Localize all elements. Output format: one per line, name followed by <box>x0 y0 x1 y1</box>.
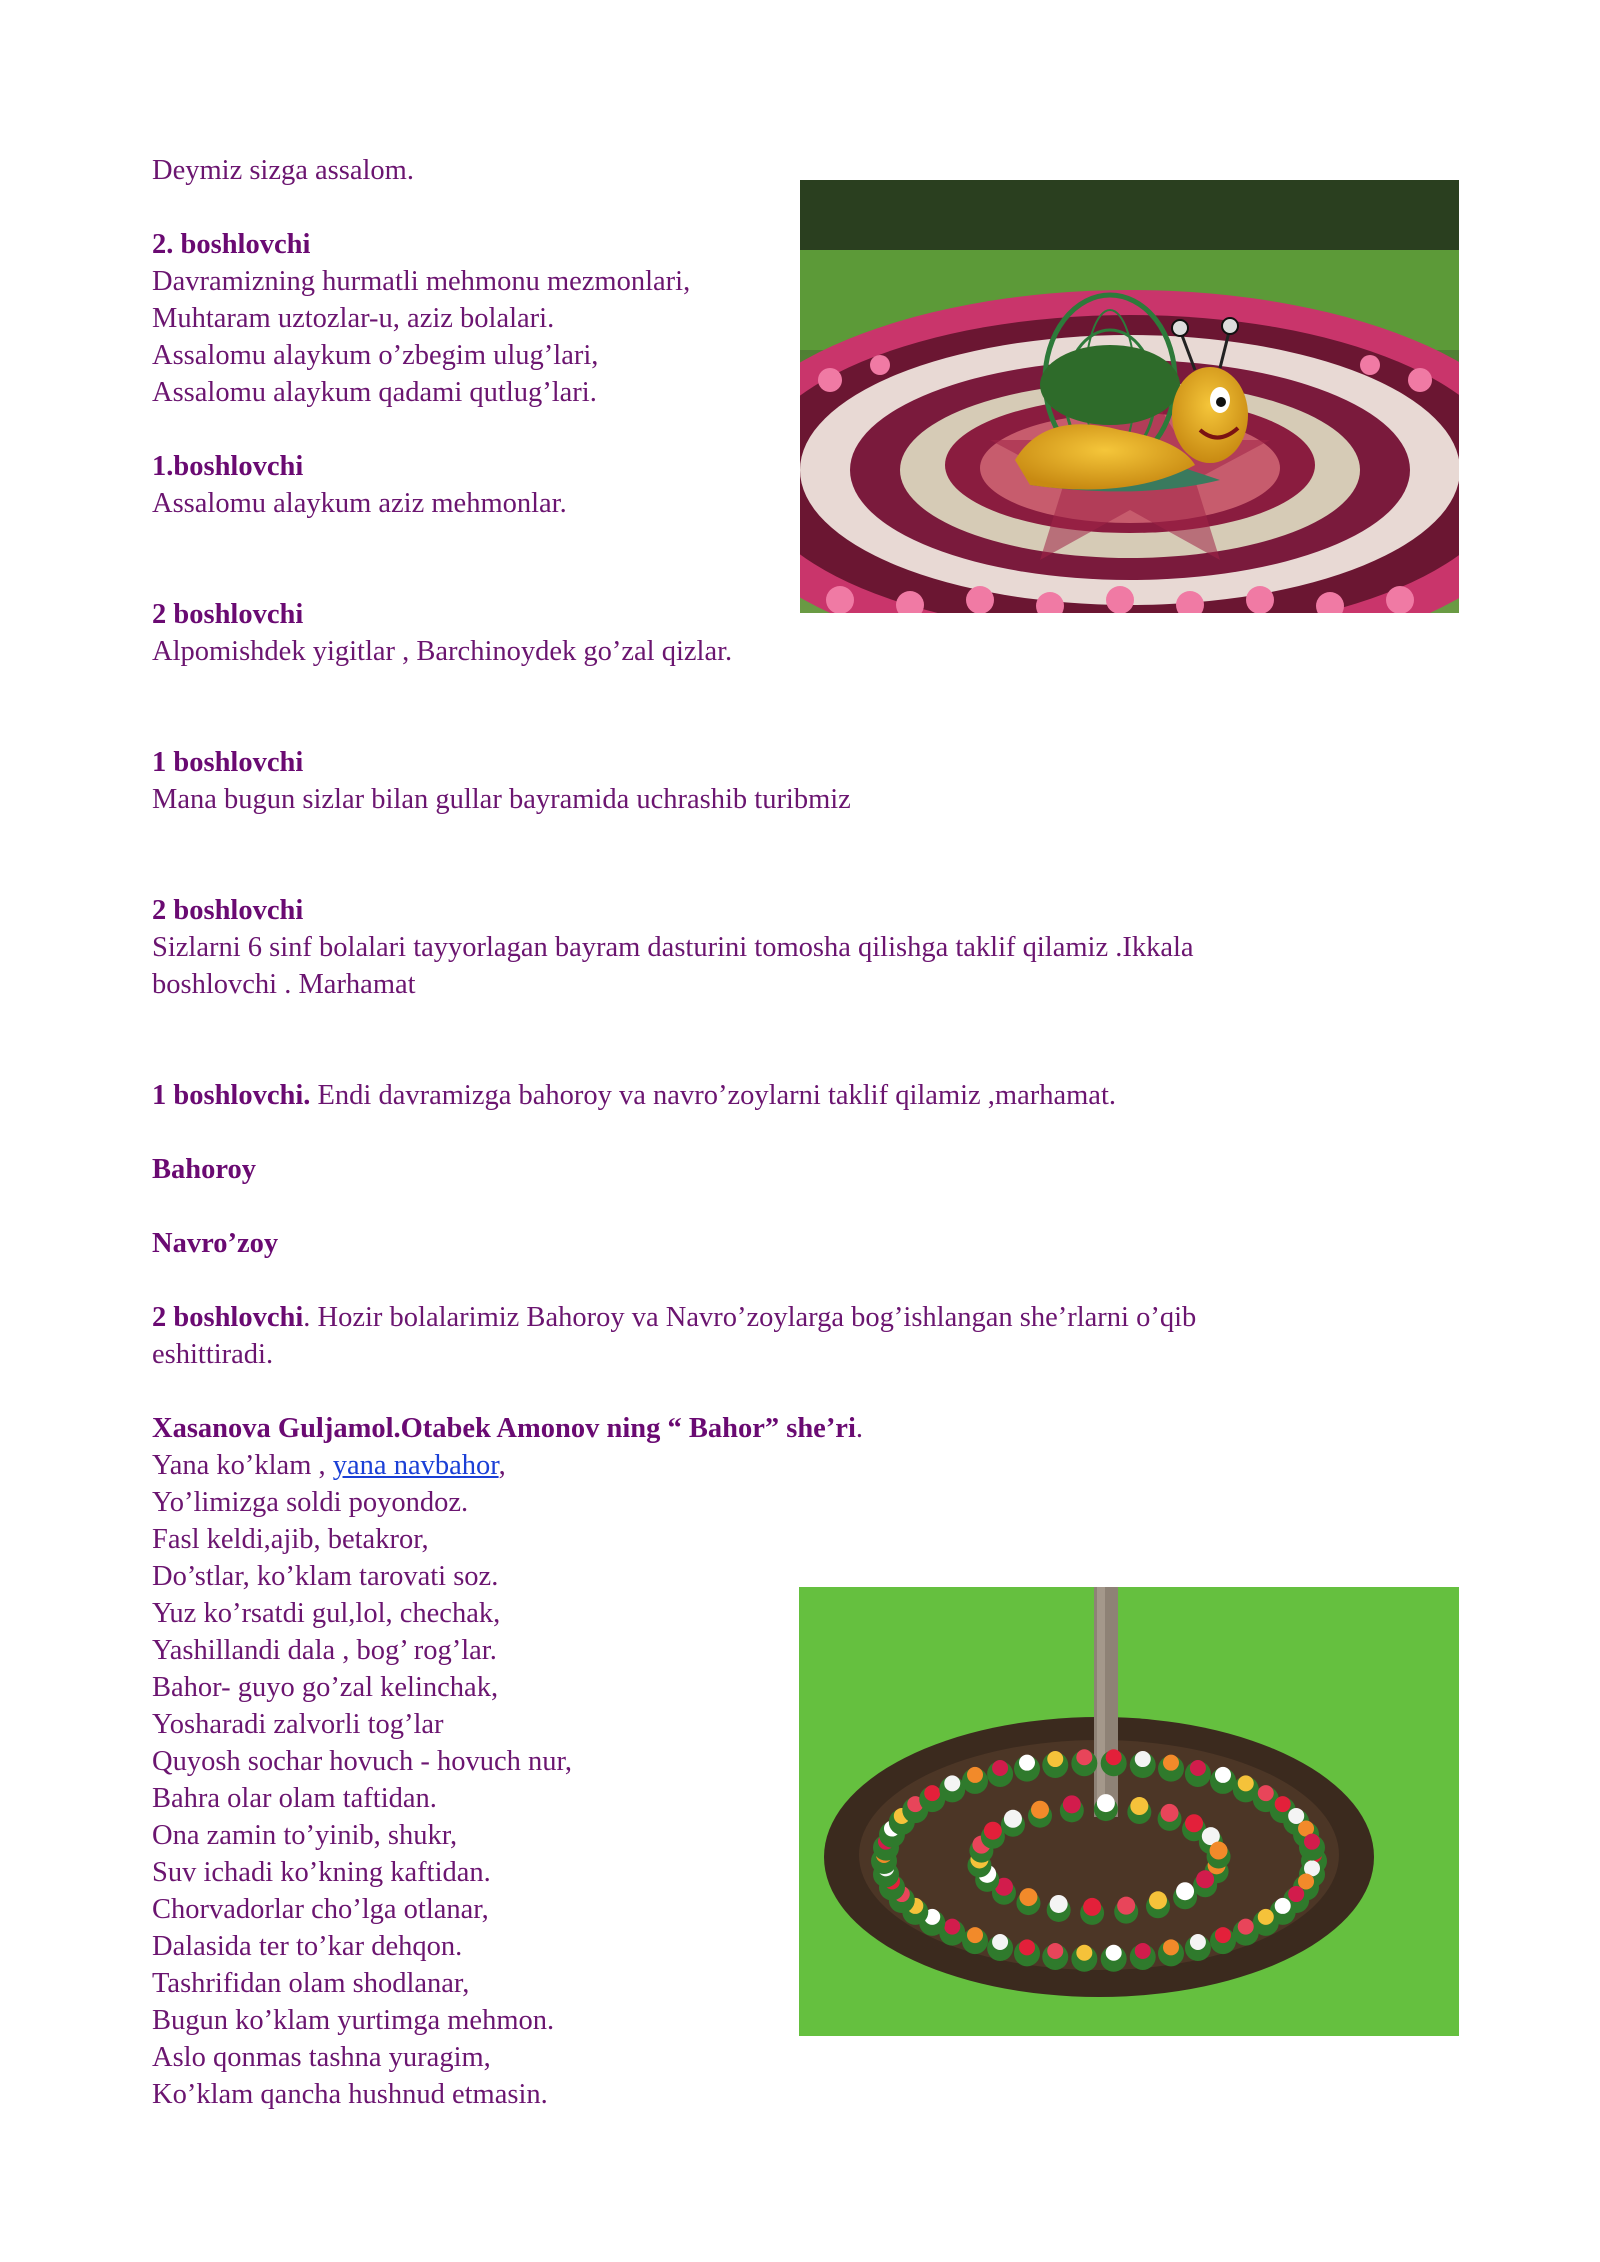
text-line <box>152 1077 1116 1114</box>
flower-blossom <box>984 1822 1002 1840</box>
flower-blossom <box>1210 1842 1228 1860</box>
flower-blossom <box>1190 1934 1206 1950</box>
flower-blossom <box>967 1927 983 1943</box>
poem-line: Yuz ko’rsatdi gul,lol, chechak, <box>152 1598 501 1629</box>
flower-blossom <box>1076 1945 1092 1961</box>
text-line: Deymiz sizga assalom. <box>152 155 414 186</box>
flower-blossom <box>1004 1810 1022 1828</box>
text-line: boshlovchi . Marhamat <box>152 969 416 1000</box>
flower-blossom <box>1097 1794 1115 1812</box>
flower-blossom <box>1031 1801 1049 1819</box>
speaker-heading: 1 boshlovchi <box>152 747 304 778</box>
flower-blossom <box>1083 1898 1101 1916</box>
text-line: Muhtaram uztozlar-u, aziz bolalari. <box>152 303 555 334</box>
flower-blossom <box>1275 1898 1291 1914</box>
flower-blossom <box>1063 1795 1081 1813</box>
flower-blossom <box>1047 1751 1063 1767</box>
flower-blossom <box>1149 1891 1167 1909</box>
poem-line <box>152 1447 506 1484</box>
flower-blossom <box>1019 1939 1035 1955</box>
flower-blossom <box>1288 1886 1304 1902</box>
flower-blossom <box>1106 1945 1122 1961</box>
poem-line: Chorvadorlar cho’lga otlanar, <box>152 1894 489 1925</box>
poem-line: Yo’limizga soldi poyondoz. <box>152 1487 469 1518</box>
poem-line: Aslo qonmas tashna yuragim, <box>152 2042 491 2073</box>
text-line: Sizlarni 6 sinf bolalari tayyorlagan bayram dasturini tomosha qilishga taklif qilamiz .Ikkala <box>152 932 1194 963</box>
poem-link[interactable]: yana navbahor <box>332 1450 499 1481</box>
poem-title: Xasanova Guljamol.Otabek Amonov ning “ Bahor” she’ri <box>152 1413 856 1444</box>
flower-blossom <box>1050 1895 1068 1913</box>
text-line: Assalomu alaykum qadami qutlug’lari. <box>152 377 597 408</box>
text-line: Mana bugun sizlar bilan gullar bayramida uchrashib turibmiz <box>152 784 851 815</box>
speaker-heading: 2 boshlovchi <box>152 895 304 926</box>
flower-blossom <box>1163 1755 1179 1771</box>
poem-line: Bahra olar olam taftidan. <box>152 1783 437 1814</box>
poem-line: Ko’klam qancha hushnud etmasin. <box>152 2079 548 2110</box>
poem-line: Fasl keldi,ajib, betakror, <box>152 1524 429 1555</box>
speaker-heading: 2 boshlovchi <box>152 1302 304 1333</box>
flower-blossom <box>1304 1834 1320 1850</box>
text-span: . Hozir bolalarimiz Bahoroy va Navro’zoylarga bog’ishlangan she’rlarni o’qib <box>303 1302 1197 1333</box>
flower-blossom <box>1190 1760 1206 1776</box>
snail-flowerbed-photo <box>800 180 1459 613</box>
flower-blossom <box>1130 1797 1148 1815</box>
flower-blossom <box>1019 1888 1037 1906</box>
flower-blossom <box>1238 1775 1254 1791</box>
speaker-heading: Navro’zoy <box>152 1228 279 1259</box>
text-span: , <box>498 1450 506 1481</box>
flower-blossom <box>924 1785 940 1801</box>
flower-blossom <box>1135 1751 1151 1767</box>
flower-blossom <box>1275 1796 1291 1812</box>
flower-blossom <box>1161 1804 1179 1822</box>
flower-blossom <box>1047 1943 1063 1959</box>
flower-blossom <box>1135 1943 1151 1959</box>
flower-blossom <box>1288 1808 1304 1824</box>
flower-blossom <box>1196 1870 1214 1888</box>
poem-line: Yosharadi zalvorli tog’lar <box>152 1709 444 1740</box>
flower-blossom <box>944 1775 960 1791</box>
poem-line: Quyosh sochar hovuch - hovuch nur, <box>152 1746 572 1777</box>
tree-flowerbed-photo <box>799 1587 1459 2036</box>
poem-line: Bahor- guyo go’zal kelinchak, <box>152 1672 499 1703</box>
flower-blossom <box>1176 1882 1194 1900</box>
flower-blossom <box>944 1919 960 1935</box>
flower-blossom <box>1215 1767 1231 1783</box>
text-line <box>152 1299 1196 1336</box>
flower-blossom <box>1117 1897 1135 1915</box>
flower-blossom <box>1238 1919 1254 1935</box>
flower-blossom <box>1076 1749 1092 1765</box>
speaker-heading: Bahoroy <box>152 1154 256 1185</box>
poem-line: Bugun ko’klam yurtimga mehmon. <box>152 2005 555 2036</box>
speaker-heading: 2 boshlovchi <box>152 599 304 630</box>
poem-line: Suv ichadi ko’kning kaftidan. <box>152 1857 491 1888</box>
flower-blossom <box>1215 1927 1231 1943</box>
speaker-heading: 1 boshlovchi. <box>152 1080 311 1111</box>
speaker-heading: 1.boshlovchi <box>152 451 304 482</box>
poem-title-line <box>152 1410 863 1447</box>
flower-blossom <box>992 1760 1008 1776</box>
flower-blossom <box>1185 1814 1203 1832</box>
flower-blossom <box>1163 1939 1179 1955</box>
text-line: Alpomishdek yigitlar , Barchinoydek go’zal qizlar. <box>152 636 733 667</box>
text-line: Assalomu alaykum o’zbegim ulug’lari, <box>152 340 599 371</box>
text-line: Assalomu alaykum aziz mehmonlar. <box>152 488 567 519</box>
flower-blossom <box>1258 1785 1274 1801</box>
text-line: Davramizning hurmatli mehmonu mezmonlari, <box>152 266 691 297</box>
poem-line: Ona zamin to’yinib, shukr, <box>152 1820 458 1851</box>
flower-blossom <box>967 1767 983 1783</box>
flower-blossom <box>1106 1749 1122 1765</box>
flower-blossom <box>992 1934 1008 1950</box>
text-span: Yana ko’klam , <box>152 1450 333 1481</box>
flower-blossom <box>1019 1755 1035 1771</box>
poem-line: Tashrifidan olam shodlanar, <box>152 1968 470 1999</box>
flower-blossom <box>1258 1909 1274 1925</box>
speaker-heading: 2. boshlovchi <box>152 229 311 260</box>
poem-line: Do’stlar, ko’klam tarovati soz. <box>152 1561 499 1592</box>
poem-line: Dalasida ter to’kar dehqon. <box>152 1931 463 1962</box>
text-line: eshittiradi. <box>152 1339 274 1370</box>
flower-blossom <box>1298 1873 1314 1889</box>
text-span: Endi davramizga bahoroy va navro’zoylarni taklif qilamiz ,marhamat. <box>310 1080 1117 1111</box>
poem-line: Yashillandi dala , bog’ rog’lar. <box>152 1635 497 1666</box>
text-span: . <box>855 1413 863 1444</box>
